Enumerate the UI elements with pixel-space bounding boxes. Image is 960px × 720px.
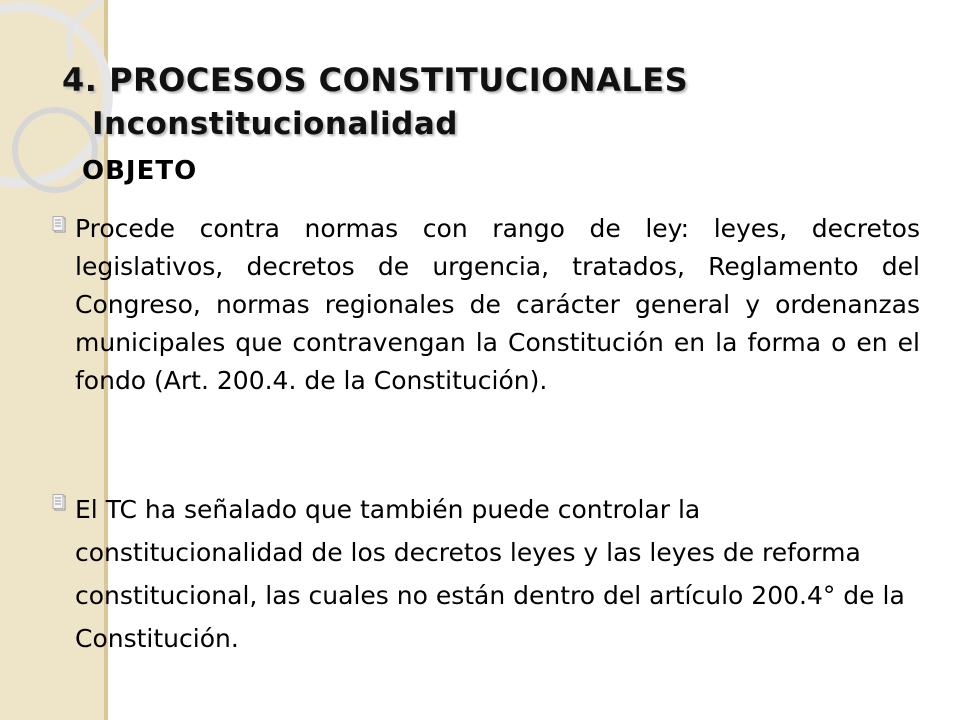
slide-title	[62, 58, 688, 146]
bullet-text: El TC ha señalado que también puede controlar la constitucionalidad de los decretos leyes y las leyes de reforma constitucional, las cuales no están dentro del artículo 200.4° de la Constitución.	[75, 495, 905, 653]
bullet-item	[52, 210, 920, 400]
title-line-2: Inconstitucionalidad	[92, 106, 458, 142]
bullet-icon	[52, 494, 68, 512]
bullet-text: Procede contra normas con rango de ley: leyes, decretos legislativos, decretos de urgencia, tratados, Reglamento del Congreso, normas regionales de carácter general y ordenanzas municipales que contravengan la Constitución en la forma o en el fondo (Art. 200.4. de la Constitución).	[75, 214, 920, 395]
bullet-item	[52, 488, 912, 660]
section-heading: OBJETO	[82, 156, 198, 186]
bullet-icon	[52, 216, 68, 234]
title-line-1: 4. PROCESOS CONSTITUCIONALES	[62, 61, 689, 99]
